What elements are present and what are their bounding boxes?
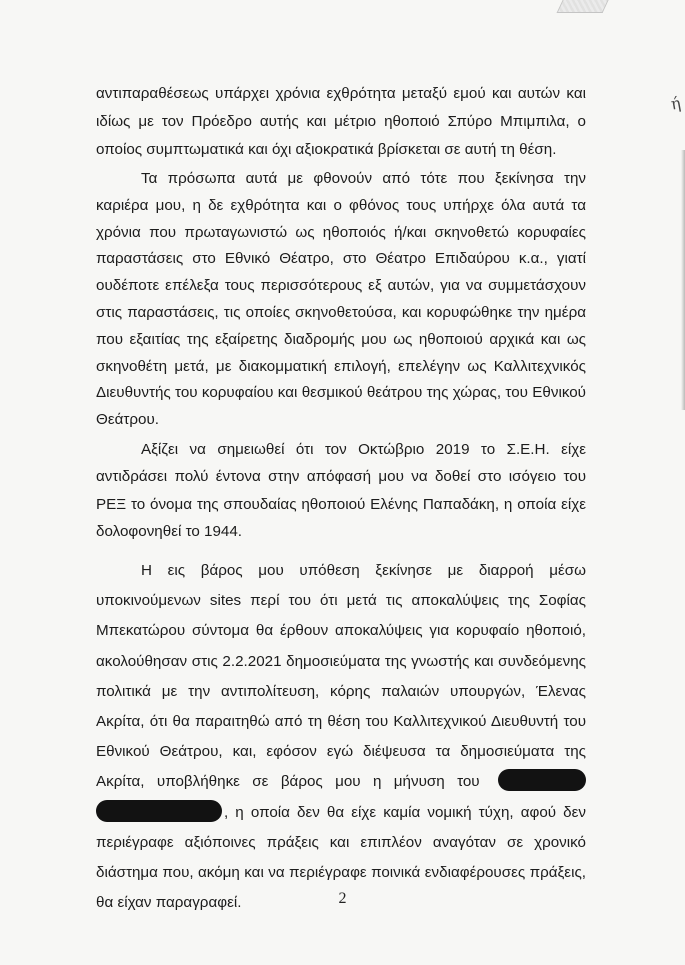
text-line: οποίος συμπτωματικά και όχι αξιοκρατικά βρίσκεται σε αυτή τη θέση. xyxy=(96,141,557,158)
text-line: ιδίως με τον Πρόεδρο αυτής και μέτριο ηθοποιό Σπύρο Μπιμπιλα, ο xyxy=(96,113,586,130)
paragraph-1 xyxy=(96,80,586,164)
text-line: εξαίρετης διαδρομής μου ως ηθοποιού αρχικά και ως σκηνοθέτη μετά, με xyxy=(96,330,586,375)
redaction-mark xyxy=(96,800,222,822)
page-edge-shadow xyxy=(681,150,685,410)
text-line: Μπεκατώρου σύντομα θα έρθουν αποκαλύψεις για κορυφαίο ηθοποιό, xyxy=(96,622,586,640)
text-line: τις οποίες σκηνοθετούσα, και κορυφώθηκε την ημέρα που εξαιτίας της xyxy=(96,303,586,348)
text-line: αντιδράσει πολύ έντονα στην απόφασή μου να δοθεί στο ισόγειο του xyxy=(96,468,586,486)
text-line: Ακρίτα, υποβλήθηκε σε βάρος μου η μήνυση του xyxy=(96,773,480,791)
text-line: Ακρίτα, ότι θα παραιτηθώ από τη θέση του Καλλιτεχνικού Διευθυντή του xyxy=(96,712,586,730)
text-line: ΡΕΞ το όνομα της σπουδαίας ηθοποιού Ελένης Παπαδάκη, η οποία είχε xyxy=(96,495,586,513)
text-line: Αξίζει να σημειωθεί ότι τον Οκτώβριο 2019 το Σ.Ε.Η. είχε xyxy=(141,440,586,458)
text-line: Τα πρόσωπα αυτά με φθονούν από τότε που ξεκίνησα την καριέρα xyxy=(96,170,586,214)
redaction-mark xyxy=(498,769,586,791)
page-number: 2 xyxy=(338,890,347,907)
text-line: αντιπαραθέσεως υπάρχει χρόνια εχθρότητα μεταξύ εμού και αυτών και xyxy=(96,85,586,102)
paragraph-4 xyxy=(96,556,586,918)
body-text xyxy=(96,80,586,918)
text-line: δολοφονηθεί το 1944. xyxy=(96,523,243,541)
paragraph-3 xyxy=(96,436,586,546)
paragraph-2 xyxy=(96,166,586,434)
text-line: διάστημα που, ακόμη και να περιέγραφε ποινικά ενδιαφέρουσες πράξεις, xyxy=(96,864,586,881)
text-line: κορυφαίου και θεσμικού θεάτρου της χώρας, του Εθνικού Θεάτρου. xyxy=(96,384,586,429)
text-line: θα είχαν παραγραφεί. xyxy=(96,894,242,912)
margin-glyph: ή xyxy=(669,93,683,114)
text-line: πρωταγωνιστώ ως ηθοποιός ή/και σκηνοθετώ κορυφαίες παραστάσεις xyxy=(96,223,586,268)
corner-stamp-fragment xyxy=(557,0,612,13)
text-line: στο Εθνικό Θέατρο, στο Θέατρο Επιδαύρου κ.α., γιατί ουδέποτε επέλεξα xyxy=(96,250,586,295)
text-line: ακολούθησαν στις 2.2.2021 δημοσιεύματα της γνωστής και συνδεόμενης xyxy=(96,652,586,670)
text-line: Η εις βάρος μου υπόθεση ξεκίνησε με διαρροή μέσω xyxy=(141,561,586,579)
text-line: μου, η δε εχθρότητα και ο φθόνος τους υπήρχε όλα αυτά τα χρόνια που xyxy=(96,196,586,241)
text-line: περιέγραφε αξιόποινες πράξεις και επιπλέον αναγόταν σε χρονικό xyxy=(96,833,586,851)
text-line: υποκινούμενων sites περί του ότι μετά τις αποκαλύψεις της Σοφίας xyxy=(96,592,586,610)
text-line: Εθνικού Θεάτρου, και, εφόσον εγώ διέψευσα τα δημοσιεύματα της xyxy=(96,743,586,761)
text-line: , η οποία δεν θα είχε καμία νομική τύχη, αφού δεν xyxy=(224,803,586,821)
text-line: διακομματική επιλογή, επελέγην ως Καλλιτεχνικός Διευθυντής του xyxy=(96,357,586,402)
text-line: τους περισσότερους εξ αυτών, για να συμμετάσχουν στις παραστάσεις, xyxy=(96,277,586,321)
text-line: πολιτικά με την αντιπολίτευση, κόρης παλαιών υπουργών, Έλενας xyxy=(96,682,586,700)
